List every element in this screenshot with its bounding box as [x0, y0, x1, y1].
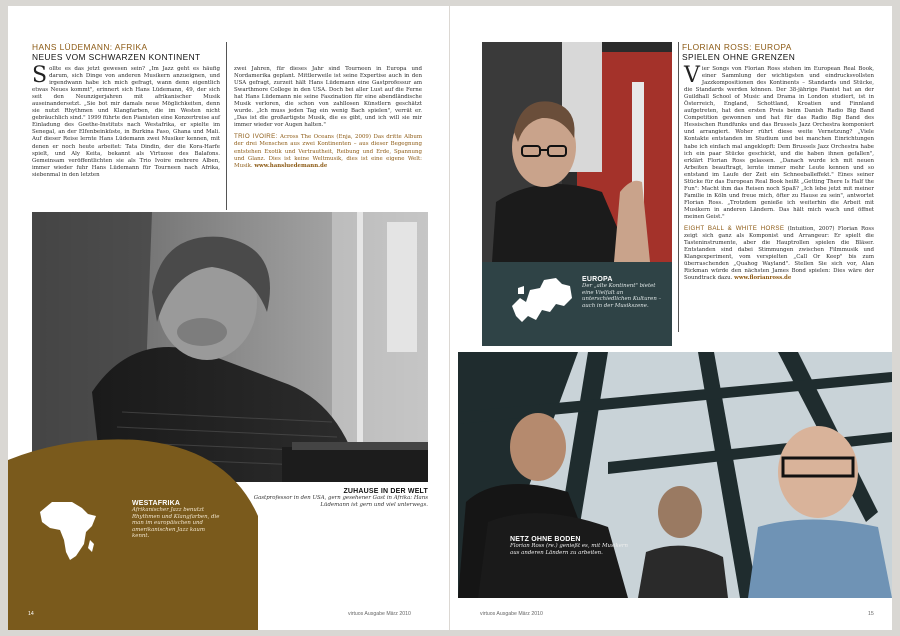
album-title: TRIO IVOIRE: — [234, 133, 278, 141]
subtitle-right: SPIELEN OHNE GRENZEN — [682, 52, 796, 62]
kicker-right: FLORIAN ROSS: EUROPA — [682, 42, 792, 52]
kicker-left: HANS LÜDEMANN: AFRIKA — [32, 42, 148, 52]
website-link[interactable]: www.hansluedemann.de — [254, 162, 328, 169]
drop-cap: V — [684, 63, 700, 88]
caption-title: NETZ OHNE BODEN — [510, 536, 581, 543]
album-title: EIGHT BALL & WHITE HORSE — [684, 225, 785, 233]
article-column-2 — [234, 66, 422, 170]
album-text: (Intuition, 2007) Florian Ross zeigt sich ganz als Komponist und Arrangeur: Er spielt die Tasteninstrumente, aber die Hauptrollen spielen die Bläser. Entstanden sind dabei Stimmungen zwischen Filmmusik und Klangexperiment, vom verspielten „Call Or Keep" bis zum überraschenden „Quahog Wayland". Stellen Sie sich vor, Alan Rickman würde den nächsten James Bond spielen: Dies wäre der Soundtrack dazu. — [684, 226, 875, 282]
drop-cap: S — [32, 63, 48, 88]
region-title: WESTAFRIKA — [132, 500, 181, 507]
column-text: zwei Jahren, für dieses Jahr sind Tourneen in Europa und Nordamerika geplant. Mittlerweile ist seine Expertise auch in den USA gefragt, zurzeit hält Hans Lüdemann eine Gastprofessur am Swarthmore College in den USA. Doch bei aller Lust auf die Ferne hat Hans Lüdemann nie seine Faszination für eine abendländische Musik verloren, die schon von zahllosen Künstlern geschätzt wurde. „Ich muss jeden Tag ein wenig Bach spielen", verrät er. „Das ist die großartigste Musik, die es gibt, und ich will sie mir immer wieder vor Augen halten." — [234, 66, 422, 129]
band-photo — [458, 352, 892, 598]
left-page — [8, 6, 450, 630]
caption-title: ZUHAUSE IN DER WELT — [343, 488, 428, 495]
africa-map-icon — [38, 500, 98, 562]
album-text: Across The Oceans (Enja, 2009) Das dritte Album der drei Menschen aus zwei Kontinenten – aus dieser Begegnung entstehen Exotik und Vertrautheit, Reibung und Erde, Spannung und Glanz. Dies ist keine Weltmusik, dies ist eine eigene Welt: Musik. — [234, 134, 422, 169]
region-title: EUROPA — [582, 276, 613, 283]
caption-text: Florian Ross (re.) genießt es, mit Musikern aus anderen Ländern zu arbeiten. — [510, 543, 628, 556]
right-page — [450, 6, 892, 630]
region-text: Der „alte Kontinent" bietet eine Vielfalt an unterschiedlichen Kulturen – auch in der Musikszene. — [582, 283, 662, 309]
footer-left: virtuos Ausgabe März 2010 — [348, 611, 411, 617]
region-text: Afrikanischer Jazz benutzt Rhythmen und Klangfarben, die man im europäischen und amerikanischen Jazz kaum kennt. — [132, 507, 220, 540]
page-number-left: 14 — [28, 611, 34, 617]
column-text: ollte es das jetzt gewesen sein? „Im Jazz geht es häufig darum, sich Dinge von anderen Musikern anzueignen, und irgendwann habe ich mich gefragt, wann denn eigentlich etwas Neues kommt", erinnert sich Hans Lüdemann, 49, der sich seit den Neunzigerjahren mit afrikanischer Musik auseinandersetzt. „Sie bot mir damals neue Möglichkeiten, denn sie nutzt Rhythmen und Klangfarben, die im Westen nicht gebräuchlich sind." 1999 führte den Pianisten eine Konzertreise auf Einladung des Goethe-Instituts nach Westafrika, er spielte im Senegal, an der Elfenbeinküste, in Burkina Faso, Ghana und Mali. Auf dieser Reise lernte Hans Lüdemann zwei Musiker kennen, mit denen er noch heute arbeitet: Tata Dindin, der die Kora-Harfe spielt, und Aly Keita, bekannt als Virtuose des Balafons. Gemeinsam veröffentlichten sie als Trio Ivoire mehrere Alben, immer wieder fuhr Hans Lüdemann für Tourneen nach Afrika, siebenmal in den letzten — [32, 66, 220, 178]
footer-right: virtuos Ausgabe März 2010 — [480, 611, 543, 617]
portrait-panel — [482, 42, 672, 346]
column-rule — [678, 42, 679, 332]
album-review — [684, 225, 874, 282]
article-column-right — [684, 63, 875, 282]
article-header-right — [682, 42, 872, 62]
region-caption-right — [582, 276, 666, 309]
album-review — [234, 133, 422, 169]
article-column-1 — [32, 63, 220, 179]
article-header-left — [32, 42, 222, 62]
subtitle-left: NEUES VOM SCHWARZEN KONTINENT — [32, 52, 201, 62]
magazine-spread — [8, 6, 892, 630]
column-text: ier Songs von Florian Ross stehen im European Real Book, einer Sammlung der wichtigsten und eindrucksvollsten Jazzkompositionen des Kontinents – Standards und Stücke, die Standards werden können. Der 38-jährige Pianist hat an der Guildhall School of Music and Drama in London studiert, ist in Österreich, England, Schottland, Kroatien und Finnland aufgetreten, hat den ersten Preis beim Danish Radio Big Band Competition gewonnen und hat für das Radio Big Band des Hessischen Rundfunks und das Brussels Jazz Orchestra komponiert und arrangiert. Woher rührt diese weite Vernetzung? „Viele Kontakte entstanden im Studium und bei manchen Einrichtungen habe ich einfach mal angeklopft: Dem Brussels Jazz Orchestra habe ich ein paar Stücke geschickt, und die haben ihnen gefallen", erklärt Florian Ross gelassen. „Danach wurde ich mit neuen Arbeiten beauftragt, lernte immer mehr Leute kennen und so entstand im Laufe der Zeit ein Schneeballeffekt." Eines seiner Stücke für das European Real Book heißt „Getting There Is Half the Fun": Macht ihm das Reisen noch Spaß? „Ich lebe jetzt mit meiner Familie in Köln und freue mich, öfter zu Hause zu sein", antwortet Florian Ross. „Trotzdem genieße ich weiterhin die Arbeit mit Musikern in anderen Ländern. Das hält mich wach und öffnet meinen Geist." — [684, 66, 874, 220]
column-rule — [226, 42, 227, 210]
region-caption-left — [132, 500, 222, 540]
portrait-photo-ross — [482, 42, 672, 262]
photo-band — [458, 352, 892, 598]
website-link[interactable]: www.florianross.de — [734, 275, 792, 282]
caption-text: Gastprofessor in den USA, gern gesehener Gast in Afrika: Hans Lüdemann ist gern und viel unterwegs. — [253, 495, 428, 508]
photo-caption-right — [510, 536, 630, 556]
europe-map-icon — [510, 276, 574, 326]
photo-caption-left — [252, 488, 428, 508]
page-number-right: 15 — [868, 611, 874, 617]
